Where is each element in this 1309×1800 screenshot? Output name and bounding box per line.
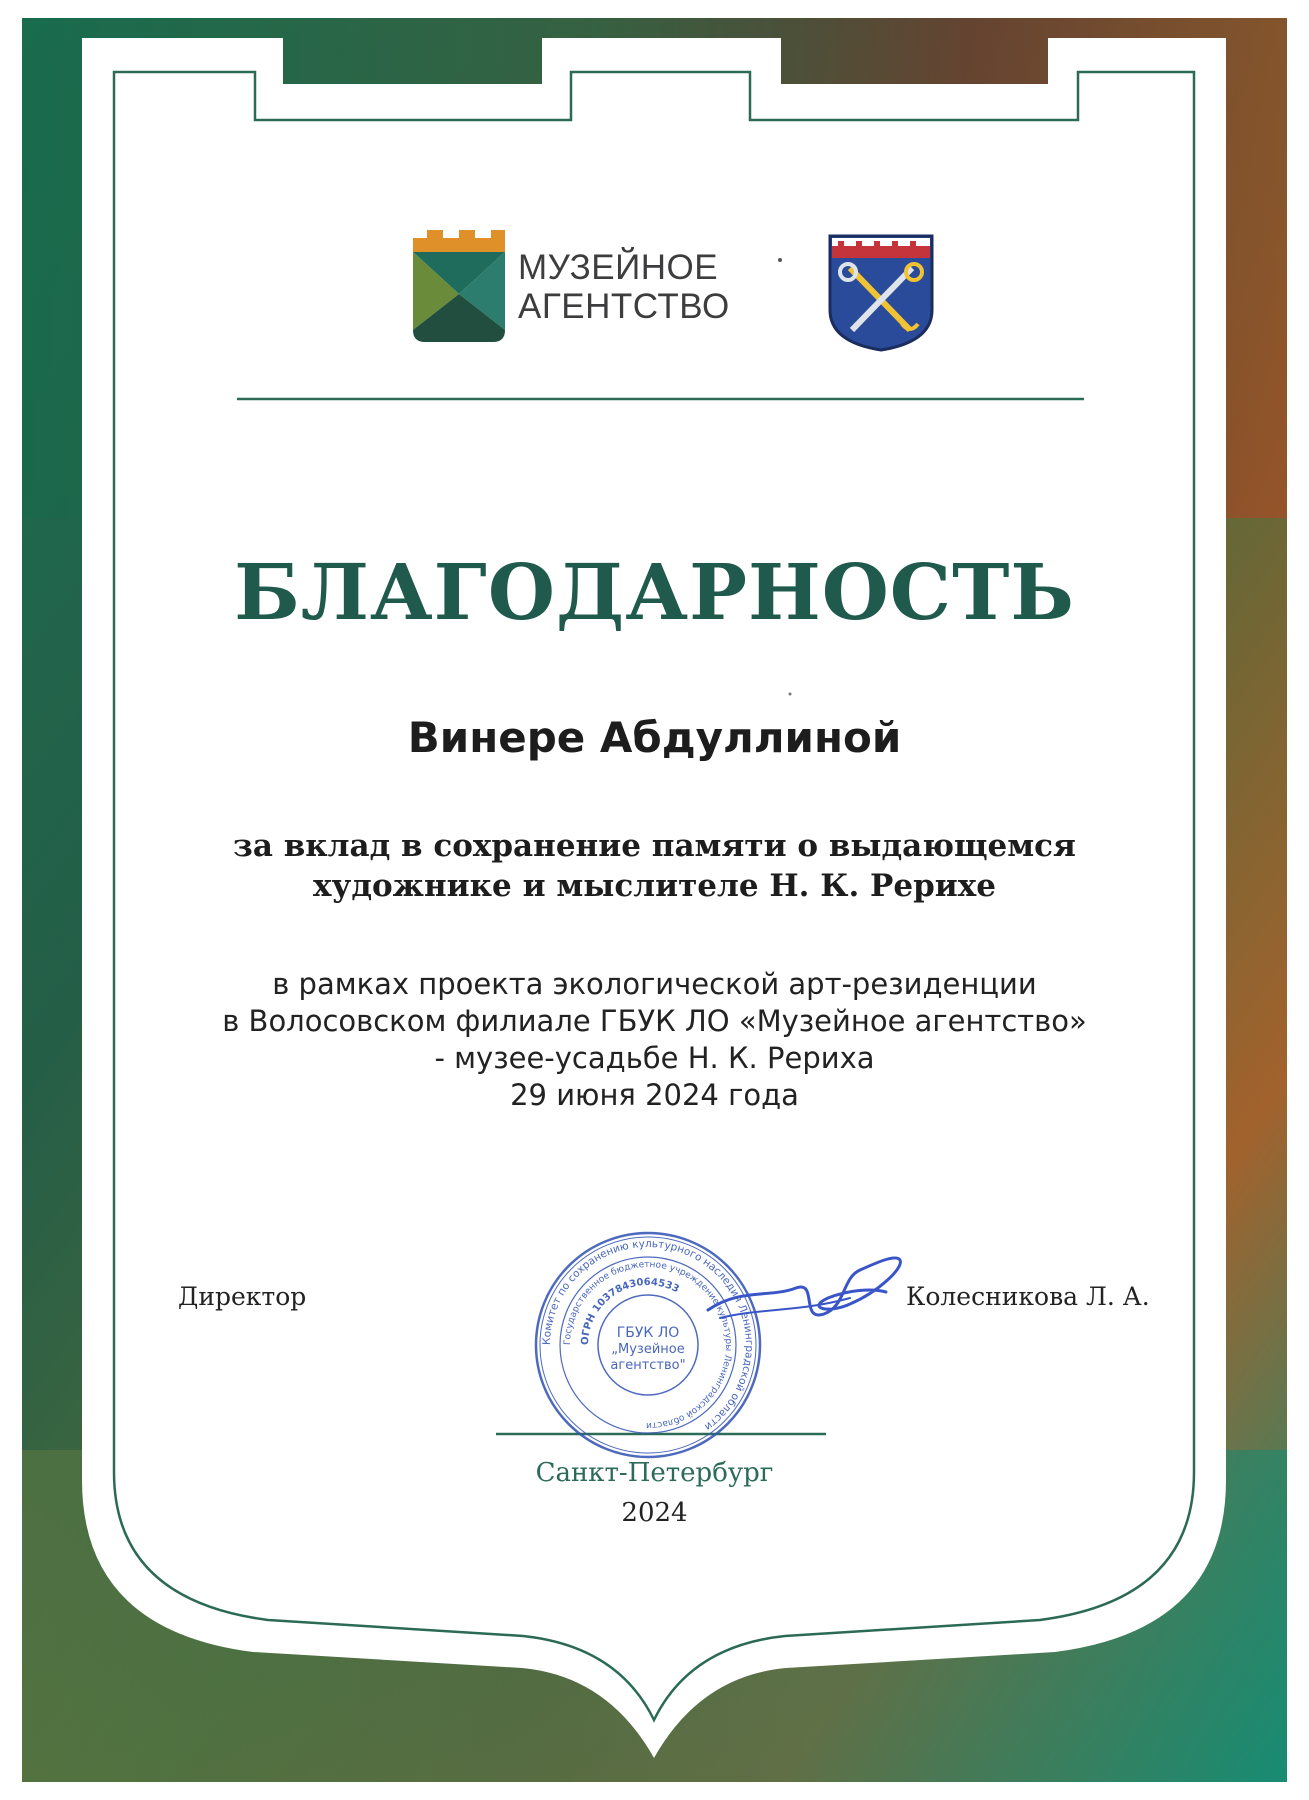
award-details: [0, 966, 1309, 1114]
stamp-outer-ring-text: Комитет по сохранению культурного наследия Ленинградской области: [540, 1237, 756, 1433]
signer-name: Колесникова Л. А.: [906, 1282, 1150, 1311]
logo-line-2: АГЕНТСТВО: [518, 287, 730, 326]
details-line-1: в рамках проекта экологической арт-резиденции: [272, 967, 1037, 1001]
reason-line-1: за вклад в сохранение памяти о выдающемся: [233, 828, 1076, 864]
recipient-name: Винере Абдуллиной: [407, 713, 902, 762]
issue-city: Санкт-Петербург: [535, 1458, 774, 1488]
speck: [789, 693, 792, 696]
stamp-middle-ring-text: Государственное бюджетное учреждение культуры Ленинградской области: [562, 1259, 734, 1431]
award-reason: [0, 826, 1309, 906]
stamp-ogrn-text: ОГРН 1037843064533: [579, 1276, 681, 1346]
stamp-center-line-3: агентство": [610, 1358, 686, 1373]
certificate-title: БЛАГОДАРНОСТЬ: [234, 548, 1075, 638]
stamp-center-line-2: „Музейное: [611, 1342, 685, 1357]
speck: [778, 258, 782, 262]
signer-role: Директор: [178, 1282, 307, 1311]
details-line-3: - музее-усадьбе Н. К. Рериха: [434, 1041, 875, 1075]
issue-year: 2024: [621, 1498, 688, 1528]
museum-agency-logo-icon: [413, 230, 505, 342]
details-line-4: 29 июня 2024 года: [510, 1078, 799, 1112]
stamp-center-line-1: ГБУК ЛО: [616, 1325, 680, 1341]
reason-line-2: художнике и мыслителе Н. К. Рерихе: [313, 868, 996, 904]
logo-line-1: МУЗЕЙНОЕ: [518, 248, 719, 287]
handwritten-signature: [700, 1248, 910, 1338]
museum-agency-logo-text: [518, 248, 778, 326]
coat-of-arms-icon: [826, 232, 936, 352]
details-line-2: в Волосовском филиале ГБУК ЛО «Музейное агентство»: [222, 1004, 1087, 1038]
